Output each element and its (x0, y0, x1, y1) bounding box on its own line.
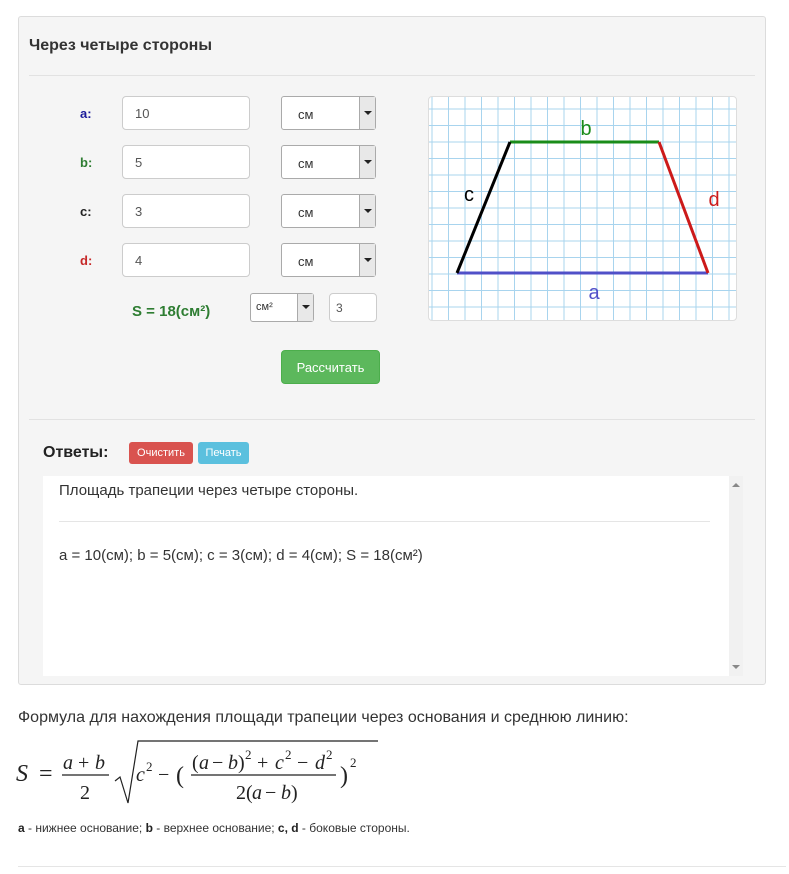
svg-text:=: = (39, 761, 53, 787)
svg-text:c: c (136, 764, 145, 786)
clear-button[interactable]: Очистить (129, 442, 193, 464)
scrollbar[interactable] (729, 476, 743, 676)
svg-text:2: 2 (285, 747, 292, 762)
svg-text:): ) (340, 763, 348, 789)
chevron-down-icon (297, 294, 313, 321)
unit-select-b[interactable] (281, 145, 376, 179)
formula-legend (18, 821, 410, 835)
legend-a: a (18, 821, 25, 835)
result-unit-value: см² (256, 301, 273, 313)
legend-b: b (145, 821, 153, 835)
divider (18, 866, 786, 867)
label-d-figure: d (708, 189, 720, 211)
svg-text:(: ( (192, 752, 199, 774)
scroll-up-icon[interactable] (732, 483, 740, 487)
legend-a-text: - нижнее основание; (24, 821, 146, 835)
label-b-figure: b (580, 118, 592, 140)
svg-text:+: + (78, 752, 90, 774)
svg-text:2: 2 (80, 782, 90, 804)
answers-box[interactable] (43, 476, 743, 676)
svg-text:−: − (212, 752, 224, 774)
legend-cd-text: - боковые стороны. (298, 821, 410, 835)
input-a[interactable]: 10 (122, 96, 250, 130)
svg-text:(: ( (176, 763, 184, 789)
area-formula (16, 737, 386, 814)
formula-image (16, 737, 386, 809)
result-unit-select[interactable] (250, 293, 314, 322)
answer-divider (59, 521, 710, 522)
chevron-down-icon (359, 146, 375, 178)
svg-text:2(: 2( (236, 782, 253, 804)
calculator-panel (18, 16, 766, 685)
unit-select-b-value: см (298, 156, 314, 171)
trapezoid-diagram (429, 97, 736, 320)
chevron-down-icon (359, 244, 375, 276)
svg-text:+: + (257, 752, 269, 774)
svg-text:b: b (281, 782, 291, 804)
svg-text:S: S (16, 761, 28, 787)
calculate-button[interactable]: Рассчитать (281, 350, 380, 384)
svg-text:a: a (199, 752, 209, 774)
chevron-down-icon (359, 97, 375, 129)
svg-text:b: b (95, 752, 105, 774)
svg-text:): ) (238, 752, 245, 774)
svg-text:−: − (158, 764, 170, 786)
label-c: c: (80, 204, 92, 219)
divider (29, 419, 755, 420)
scroll-down-icon[interactable] (732, 665, 740, 669)
divider (29, 75, 755, 76)
svg-text:2: 2 (146, 759, 153, 774)
svg-text:−: − (297, 752, 309, 774)
trapezoid-figure (428, 96, 737, 321)
input-d[interactable]: 4 (122, 243, 250, 277)
label-d: d: (80, 253, 93, 268)
svg-text:2: 2 (326, 747, 333, 762)
svg-text:a: a (63, 752, 73, 774)
svg-text:−: − (265, 782, 277, 804)
unit-select-a[interactable] (281, 96, 376, 130)
label-c-figure: c (464, 184, 474, 206)
area-result: S = 18(см²) (132, 303, 211, 320)
panel-title: Через четыре стороны (29, 37, 212, 54)
svg-text:2: 2 (245, 747, 252, 762)
legend-cd: c, d (277, 821, 299, 835)
label-a: a: (80, 106, 92, 121)
answer-values: a = 10(см); b = 5(см); c = 3(см); d = 4(см); S = 18(см²) (59, 547, 423, 564)
svg-text:a: a (252, 782, 262, 804)
unit-select-d[interactable] (281, 243, 376, 277)
svg-text:b: b (228, 752, 238, 774)
chevron-down-icon (359, 195, 375, 227)
legend-b-text: - верхнее основание; (152, 821, 278, 835)
unit-select-c[interactable] (281, 194, 376, 228)
answers-title: Ответы: (43, 444, 109, 461)
answer-heading: Площадь трапеции через четыре стороны. (59, 482, 359, 499)
svg-text:c: c (275, 752, 284, 774)
formula-title: Формула для нахождения площади трапеции через основания и среднюю линию: (18, 709, 629, 726)
unit-select-a-value: см (298, 107, 314, 122)
precision-input[interactable]: 3 (329, 293, 377, 322)
svg-text:d: d (315, 752, 325, 774)
print-button[interactable]: Печать (198, 442, 249, 464)
svg-text:): ) (291, 782, 298, 804)
input-c[interactable]: 3 (122, 194, 250, 228)
label-a-figure: a (588, 282, 600, 304)
label-b: b: (80, 155, 93, 170)
unit-select-d-value: см (298, 254, 314, 269)
input-b[interactable]: 5 (122, 145, 250, 179)
unit-select-c-value: см (298, 205, 314, 220)
svg-text:2: 2 (350, 755, 357, 770)
